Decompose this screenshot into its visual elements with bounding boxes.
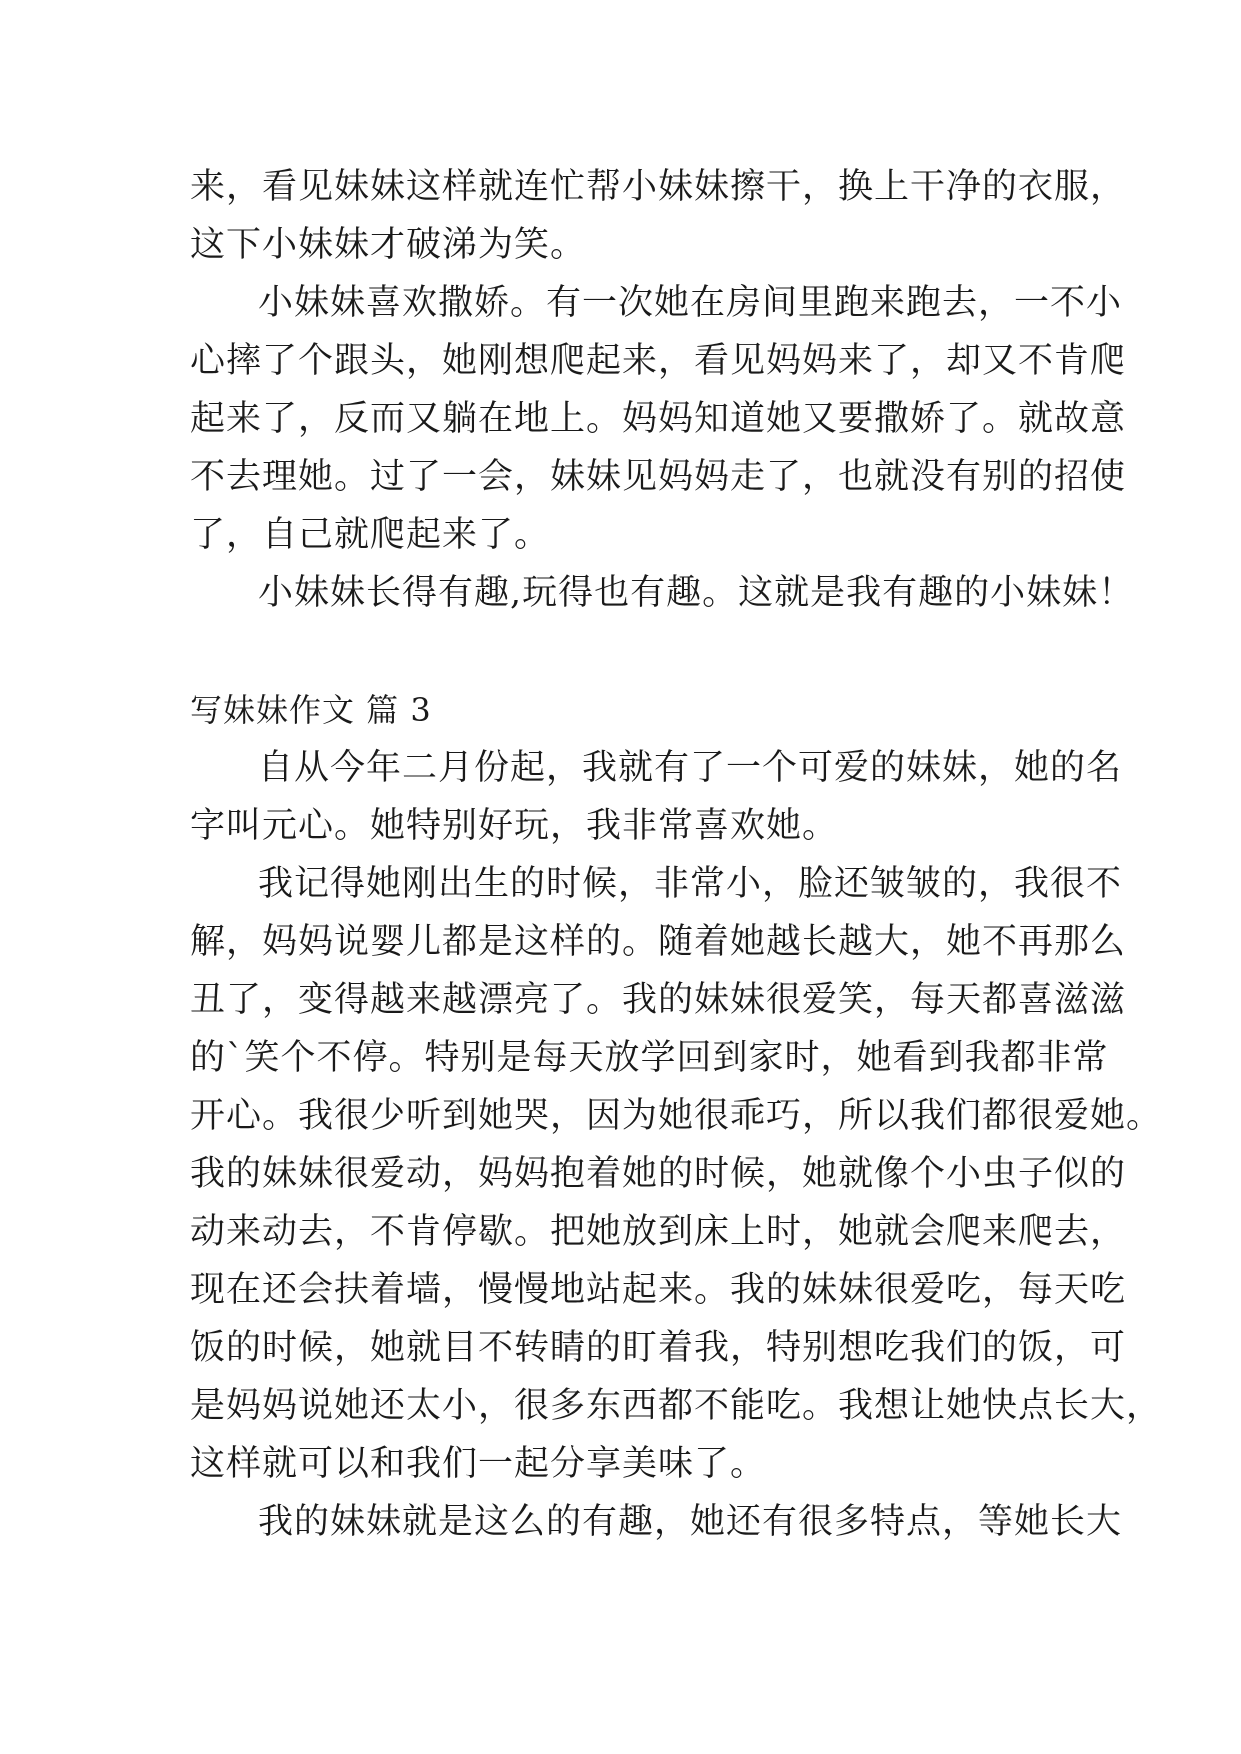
paragraph-start-line: 我的妹妹就是这么的有趣，她还有很多特点，等她长大 <box>258 1502 1123 1542</box>
paragraph-start-line: 我记得她刚出生的时候，非常小，脸还皱皱的，我很不 <box>258 864 1123 904</box>
text-line: 解，妈妈说婴儿都是这样的。随着她越长越大，她不再那么 <box>190 922 1127 962</box>
text-line: 丑了，变得越来越漂亮了。我的妹妹很爱笑，每天都喜滋滋 <box>190 980 1127 1020</box>
text-line: 开心。我很少听到她哭，因为她很乖巧，所以我们都很爱她。 <box>190 1096 1163 1136</box>
section-heading: 写妹妹作文 篇 3 <box>190 691 432 729</box>
text-line: 字叫元心。她特别好玩，我非常喜欢她。 <box>190 806 839 846</box>
text-line: 的`笑个不停。特别是每天放学回到家时，她看到我都非常 <box>190 1038 1109 1078</box>
text-line: 这样就可以和我们一起分享美味了。 <box>190 1444 767 1484</box>
text-line: 起来了，反而又躺在地上。妈妈知道她又要撒娇了。就故意 <box>190 399 1127 439</box>
text-line: 心摔了个跟头，她刚想爬起来，看见妈妈来了，却又不肯爬 <box>190 341 1127 381</box>
text-line: 了，自己就爬起来了。 <box>190 515 551 555</box>
text-line: 动来动去，不肯停歇。把她放到床上时，她就会爬来爬去， <box>190 1212 1127 1252</box>
text-line: 来，看见妹妹这样就连忙帮小妹妹擦干，换上干净的衣服， <box>190 167 1127 207</box>
paragraph-start-line: 小妹妹喜欢撒娇。有一次她在房间里跑来跑去，一不小 <box>258 283 1123 323</box>
text-line: 这下小妹妹才破涕为笑。 <box>190 225 587 265</box>
text-line: 现在还会扶着墙，慢慢地站起来。我的妹妹很爱吃，每天吃 <box>190 1270 1127 1310</box>
paragraph-start-line: 自从今年二月份起，我就有了一个可爱的妹妹，她的名 <box>258 748 1123 788</box>
text-line: 是妈妈说她还太小，很多东西都不能吃。我想让她快点长大， <box>190 1386 1163 1426</box>
paragraph-start-line: 小妹妹长得有趣,玩得也有趣。这就是我有趣的小妹妹！ <box>258 573 1135 613</box>
text-line: 不去理她。过了一会，妹妹见妈妈走了，也就没有别的招使 <box>190 457 1127 497</box>
text-line: 饭的时候，她就目不转睛的盯着我，特别想吃我们的饭，可 <box>190 1328 1127 1368</box>
text-line: 我的妹妹很爱动，妈妈抱着她的时候，她就像个小虫子似的 <box>190 1154 1127 1194</box>
